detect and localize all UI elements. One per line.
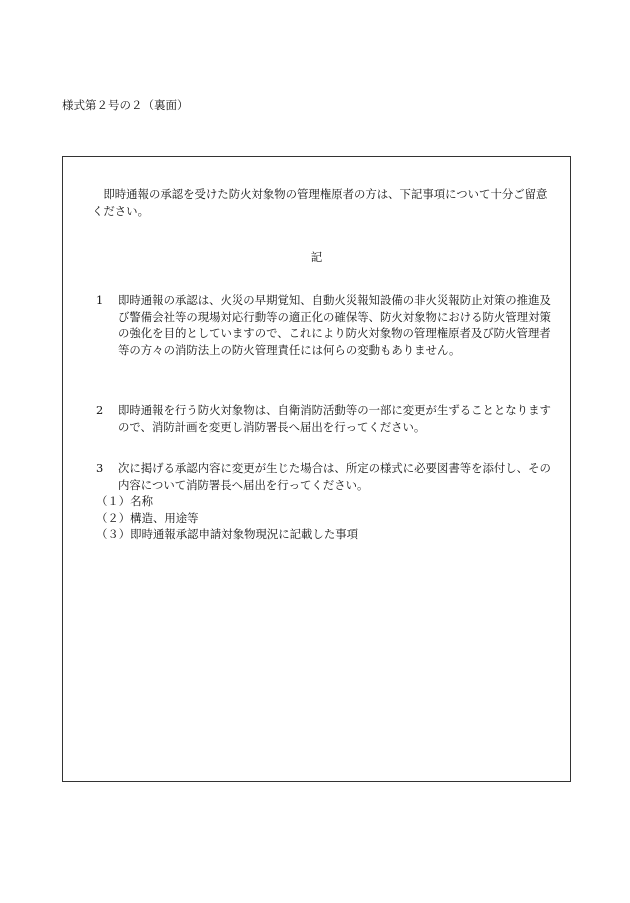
intro-text: 即時通報の承認を受けた防火対象物の管理権原者の方は、下記事項について十分ご留意ください。 [92,187,548,218]
notice-item-1 [96,292,551,358]
item-text: 即時通報を行う防火対象物は、自衛消防活動等の一部に変更が生ずることとなりますので、消防計画を変更し消防署長へ届出を行ってください。 [118,403,551,434]
subitem-name: （１）名称 [96,494,153,508]
notice-item-2 [96,402,551,435]
item-text: 次に掲げる承認内容に変更が生じた場合は、所定の様式に必要図書等を添付し、その内容について消防署長へ届出を行ってください。 [118,461,551,492]
notice-frame [62,156,571,782]
subitem-status-record: （３）即時通報承認申請対象物現況に記載した事項 [96,527,358,541]
notice-item-3 [96,460,551,493]
item-number: 1 [96,293,104,307]
subitem-list [96,493,358,543]
intro-paragraph [92,186,552,220]
item-text: 即時通報の承認は、火災の早期覚知、自動火災報知設備の非火災報防止対策の推進及び警備会社等の現場対応行動等の適正化の確保等、防火対象物における防火管理対策の強化を目的としていますので、これにより防火対象物の管理権原者及び防火管理者等の方々の消防法上の防火管理責任には何らの変動もありません。 [118,293,551,357]
form-title: 様式第２号の２（裏面） [62,98,189,112]
subitem-structure-use: （２）構造、用途等 [96,510,199,525]
ki-heading: 記 [310,250,323,264]
item-number: 3 [96,461,104,475]
item-number: 2 [96,403,104,417]
